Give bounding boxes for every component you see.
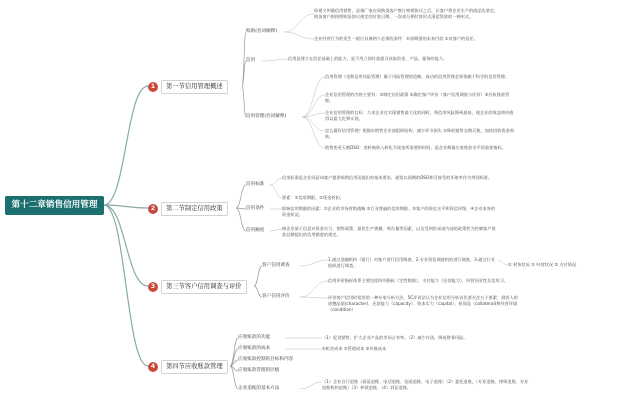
topic-2-3[interactable]: 信用额度 [246,228,265,233]
leaf-1-2-1: 信用是建立在信任基础上的能力，是不用立即付款就可获取资金、产品、服务的能力。 [288,56,448,61]
branch-section-3[interactable] [148,280,247,292]
topic-3-2[interactable]: 客户信用评价 [262,294,290,299]
t12-l1 [262,59,288,61]
t31-l1 [300,260,328,266]
leaf-2-3-1: 指企业基于信息对资金实力、销售政策、最优生产规模、库存量等因素，以及受到的承诺内部的政策性为控制客户贷款总额提出的信用额度的规定。 [282,226,496,238]
section-3-title: 第三节客户信用调查与评价 [161,280,247,294]
root-to-s1 [104,86,148,205]
section-1-number-badge: 1 [148,82,158,92]
section-2-title: 第二节制定信用政策 [161,202,228,216]
section-2-number-badge: 2 [148,204,158,214]
leaf-2-2-1: 影响信用期限的因素：①企业的市场营销战略 ②行业普遍的信用期限、③客户的资信水平和资信评级、④企业本身的资金状况。 [282,206,496,218]
t13-l1 [302,77,325,117]
topic-2-2[interactable]: 信用条件 [246,206,265,211]
t13-l5 [302,117,325,148]
t32-l2 [300,297,328,298]
topic-3-1[interactable]: 客户信用调查 [262,263,290,268]
section-4-number-badge: 4 [148,362,158,372]
leaf-4-2-1: ①机会成本 ②管理成本 ③坏账成本 [322,346,387,351]
leaf-2-1-1: 信用标准是企业同意向客户提供赊销信用而提出的基本要求，通常以预期的DSO和可接受的坏账率作为判别标准。 [282,175,493,180]
s1-t3 [242,86,246,117]
t11-l2 [284,32,314,39]
branch-section-4[interactable] [148,360,228,372]
s4-t1 [230,338,238,366]
leaf-1-3-4: 怎么做好信用管理？根据①销售企业部组织结构，减少环节损失 ②降低销售交期天数，加快回收资金周转。 [325,128,514,140]
leaf-1-1-1: 赊销又叫做信用销售，是指厂家在同购货客户签订购销协议之后，让客户将企业生产的商品先拿走，购货客户则按照购货协议规定的付款日期，一次或分期付款形式清偿贷款的一种形式。 [314,8,499,20]
topic-4-4[interactable]: 应收账款管理的层级 [238,368,280,373]
leaf-3-2-2: 评价客户信用时常用的一种专家分析方法，5C评价法认为企业信用分析首先要关注五个要素：借款人的道德品质(character)、还款能力（capacity）、资本实力（capital）、担保品（collateral)和经营环境（condition） [328,295,518,313]
section-1-title: 第一节信用管理概述 [161,80,228,94]
topic-4-1[interactable]: 应收账款的功能 [238,335,271,340]
topic-1-2[interactable]: 信用 [246,58,256,63]
leaf-1-1-2: 企业经营行为的发生一般应具备两个必须的条件：①预期望的未来付款 ②对客户的信任。 [314,36,478,41]
leaf-3-2-1: 信用评价指标体系主要包括四项指标（定性数据），支付能力（还款能力），经营同业性及信用习。 [328,278,509,283]
t32-l1 [300,281,328,297]
topic-1-1[interactable]: 赊销(名词解释) [246,29,278,34]
topic-4-5[interactable]: 企业追账的基本方法 [238,386,280,391]
topic-4-3[interactable]: 应收账款控制的目标和内容 [238,357,294,362]
leaf-3-1-1: 1.通过金融机构（银行）对客户进行信用调查、2.专业资信调查机构进行调查、3.通过行业组织进行调查。 [328,257,495,269]
t13-l4 [302,117,325,131]
s2-t1 [236,185,246,208]
topic-2-1[interactable]: 信用标准 [246,182,265,187]
leaf-1-3-2: 企业信用管理的内容主要有：①制定信用政策 ②确定客户评价（客户信用调查与评价）③应收账款管理。 [325,92,510,104]
t21-l2 [270,185,282,198]
s4-t5 [230,366,238,389]
topic-4-2[interactable]: 应收账款的成本 [238,346,271,351]
s2-t3 [236,208,246,231]
leaf-3-1-extra: ① 财务状况 ② 经营状况 ③ 支付情况 [508,262,577,267]
root-topic[interactable]: 第十二章销售信用管理 [5,196,104,215]
leaf-4-1-1: （1）促进销售、扩大企业产品的市场占有率。（2）减少存货，降低财务风险。 [322,335,468,340]
t31-extra [498,260,508,265]
leaf-1-3-5: 销售变更天数DSO：逆转被收入转化为现金所需要的时间，是企业衡量应收账款水平的重要指标。 [325,145,506,150]
t21-l1 [270,178,282,185]
section-3-number-badge: 3 [148,282,158,292]
t23-l1 [270,229,282,231]
root-to-s4 [104,205,148,366]
s3-t1 [254,266,262,286]
section-4-title: 第四节应收账款管理 [161,360,228,374]
leaf-4-5-1: （1）企业自行追账（面谈追账、电话追账、信函追账、电子追账）（2）委托追账，（专业追账、律师追账、专业追账机构追账）（3）仲裁追账、（4）诉讼追账。 [322,379,529,391]
topic-1-3[interactable]: 信用管理(名词解释) [246,114,287,119]
branch-section-2[interactable] [148,202,228,214]
t13-l2 [302,95,325,117]
t11-l1 [284,14,314,32]
branch-section-1[interactable] [148,80,228,92]
leaf-1-3-1: 信用管理（也称信用风险管理）属于风险管理的范畴，成功的信用管理必须依赖于科学的信用管理。 [325,74,510,79]
leaf-2-1-2: 要素：①信用期限、②现金折扣。 [282,195,344,200]
s3-t2 [254,286,262,297]
t45-l1 [300,382,322,389]
root-to-s3 [104,205,148,286]
leaf-1-3-3: 企业信用管理的目标：力求企业在实现销售最大化的同时，将信用风险降到最低，使企业的效益和价值得以最大化和实现。 [325,110,514,122]
